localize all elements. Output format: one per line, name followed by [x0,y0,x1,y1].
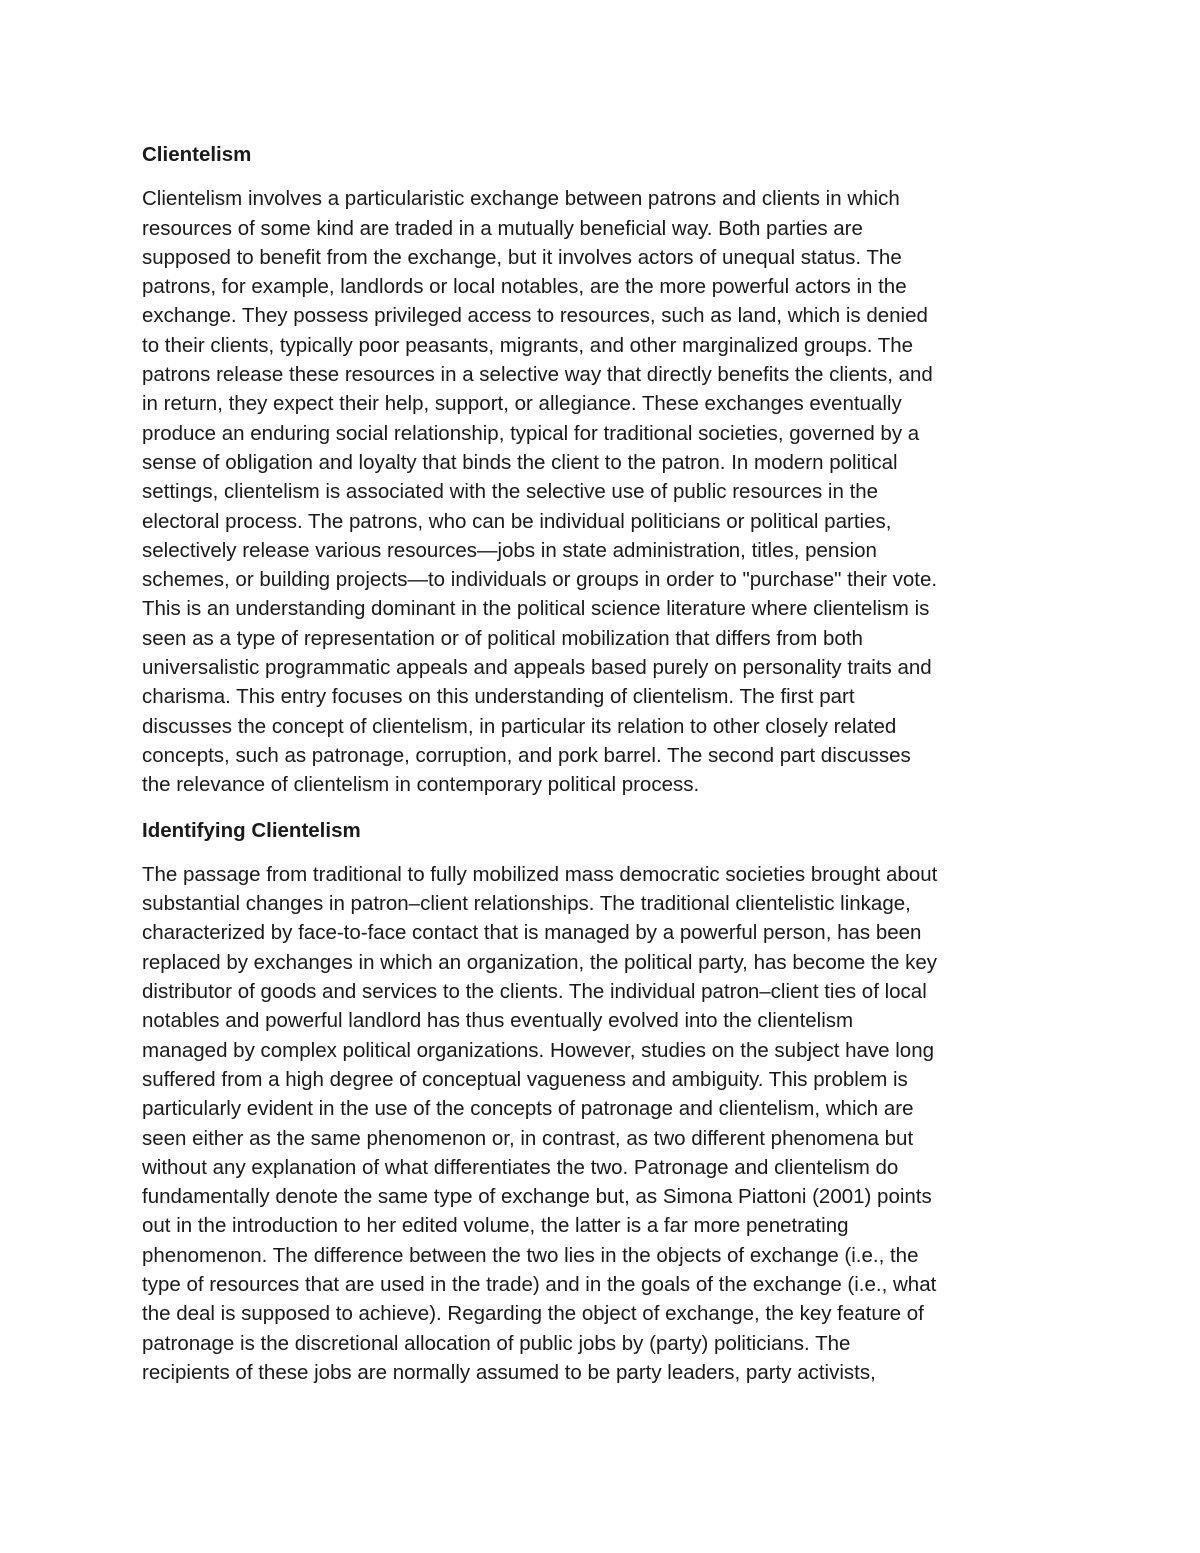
paragraph-line: the relevance of clientelism in contemporary political process. [142,773,700,797]
document-page [142,140,1060,1387]
paragraph-line: schemes, or building projects—to individuals or groups in order to "purchase" their vote. [142,568,938,592]
paragraph-line: exchange. They possess privileged access to resources, such as land, which is denied [142,304,928,328]
paragraph-line: seen either as the same phenomenon or, in contrast, as two different phenomena but [142,1126,914,1150]
section-clientelism [142,140,1060,800]
paragraph-line: without any explanation of what differentiates the two. Patronage and clientelism do [142,1155,899,1179]
paragraph-line: the deal is supposed to achieve). Regarding the object of exchange, the key feature of [142,1302,924,1326]
paragraph-line: charisma. This entry focuses on this understanding of clientelism. The first part [142,685,855,709]
paragraph-line: managed by complex political organizations. However, studies on the subject have long [142,1038,934,1062]
paragraph-line: patrons, for example, landlords or local notables, are the more powerful actors in the [142,275,907,299]
paragraph-line: distributor of goods and services to the clients. The individual patron–client ties of local [142,980,927,1004]
paragraph-line: notables and powerful landlord has thus eventually evolved into the clientelism [142,1009,854,1033]
paragraph-line: Clientelism involves a particularistic exchange between patrons and clients in which [142,187,900,211]
paragraph-line: characterized by face-to-face contact that is managed by a powerful person, has been [142,921,922,945]
paragraph-line: seen as a type of representation or of political mobilization that differs from both [142,626,863,650]
paragraph-line: This is an understanding dominant in the political science literature where clientelism is [142,597,930,621]
paragraph-line: suffered from a high degree of conceptual vagueness and ambiguity. This problem is [142,1067,908,1091]
paragraph-line: patronage is the discretional allocation of public jobs by (party) politicians. The [142,1331,851,1355]
section-identifying-clientelism [142,816,1060,1388]
paragraph-line: fundamentally denote the same type of exchange but, as Simona Piattoni (2001) points [142,1185,932,1209]
paragraph-line: universalistic programmatic appeals and appeals based purely on personality traits and [142,656,932,680]
paragraph-line: settings, clientelism is associated with the selective use of public resources in the [142,480,879,504]
paragraph-line: type of resources that are used in the trade) and in the goals of the exchange (i.e., what [142,1272,937,1296]
paragraph-line: patrons release these resources in a selective way that directly benefits the clients, and [142,363,933,387]
section-heading: Clientelism [142,143,252,166]
paragraph-line: supposed to benefit from the exchange, but it involves actors of unequal status. The [142,245,902,269]
paragraph-line: resources of some kind are traded in a mutually beneficial way. Both parties are [142,216,863,240]
paragraph-line: recipients of these jobs are normally assumed to be party leaders, party activists, [142,1360,876,1384]
paragraph-line: out in the introduction to her edited volume, the latter is a far more penetrating [142,1214,849,1238]
section-paragraph [142,860,1060,1387]
paragraph-line: concepts, such as patronage, corruption, and pork barrel. The second part discusses [142,743,911,767]
paragraph-line: produce an enduring social relationship, typical for traditional societies, governed by a [142,421,920,445]
paragraph-line: in return, they expect their help, support, or allegiance. These exchanges eventually [142,392,902,416]
paragraph-line: discusses the concept of clientelism, in particular its relation to other closely related [142,714,897,738]
section-heading: Identifying Clientelism [142,818,361,842]
paragraph-line: selectively release various resources—jobs in state administration, titles, pension [142,538,877,562]
paragraph-line: substantial changes in patron–client relationships. The traditional clientelistic linkage, [142,892,911,916]
paragraph-line: to their clients, typically poor peasants, migrants, and other marginalized groups. The [142,333,914,357]
paragraph-line: phenomenon. The difference between the two lies in the objects of exchange (i.e., the [142,1243,919,1267]
paragraph-line: The passage from traditional to fully mobilized mass democratic societies brought about [142,862,938,886]
paragraph-line: particularly evident in the use of the concepts of patronage and clientelism, which are [142,1097,914,1121]
section-paragraph [142,184,1060,799]
paragraph-line: electoral process. The patrons, who can be individual politicians or political parties, [142,509,892,533]
paragraph-line: replaced by exchanges in which an organization, the political party, has become the key [142,950,938,974]
paragraph-line: sense of obligation and loyalty that binds the client to the patron. In modern political [142,450,898,474]
